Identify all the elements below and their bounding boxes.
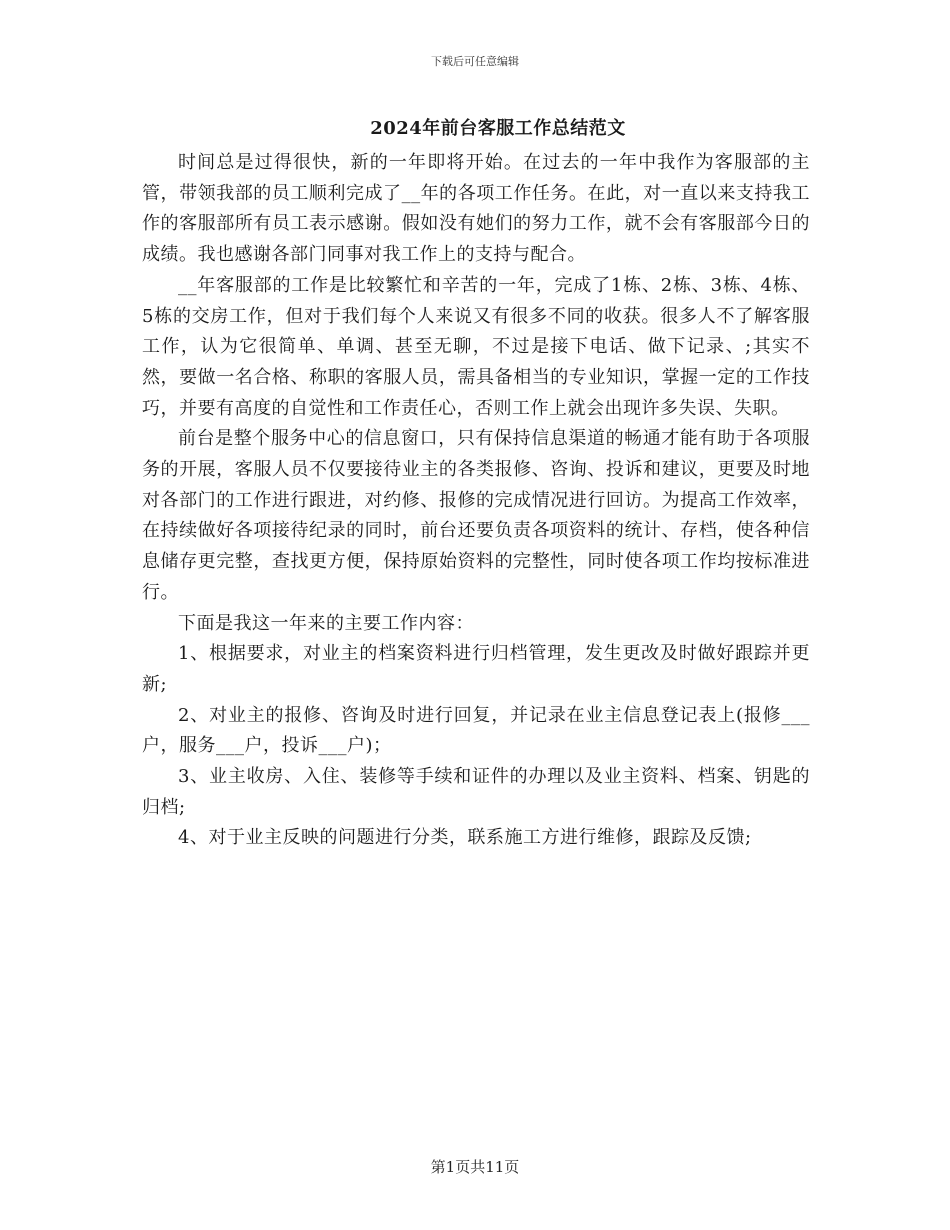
- paragraph-yearly-work: __年客服部的工作是比较繁忙和辛苦的一年，完成了1栋、2栋、3栋、4栋、5栋的交房工作，但对于我们每个人来说又有很多不同的收获。很多人不了解客服工作，认为它很简单、单调、甚至无聊，不过是接下电话、做下记录、;其实不然，要做一名合格、称职的客服人员，需具备相当的专业知识，掌握一定的工作技巧，并要有高度的自觉性和工作责任心，否则工作上就会出现许多失误、失职。: [142, 274, 810, 419]
- list-item-3: 3、业主收房、入住、装修等手续和证件的办理以及业主资料、档案、钥匙的归档;: [142, 766, 810, 818]
- header-note: 下载后可任意编辑: [431, 55, 519, 68]
- document-body: [142, 148, 810, 854]
- page-number: 第1页共11页: [430, 1158, 520, 1176]
- list-item-1: 1、根据要求，对业主的档案资料进行归档管理，发生更改及时做好跟踪并更新;: [142, 643, 810, 695]
- paragraph-intro: 时间总是过得很快，新的一年即将开始。在过去的一年中我作为客服部的主管，带领我部的员工顺利完成了__年的各项工作任务。在此，对一直以来支持我工作的客服部所有员工表示感谢。假如没有她们的努力工作，就不会有客服部今日的成绩。我也感谢各部门同事对我工作上的支持与配合。: [142, 152, 810, 266]
- paragraph-front-desk: 前台是整个服务中心的信息窗口，只有保持信息渠道的畅通才能有助于各项服务的开展，客服人员不仅要接待业主的各类报修、咨询、投诉和建议，更要及时地对各部门的工作进行跟进，对约修、报修的完成情况进行回访。为提高工作效率，在持续做好各项接待纪录的同时，前台还要负责各项资料的统计、存档，使各种信息储存更完整，查找更方便，保持原始资料的完整性，同时使各项工作均按标准进行。: [142, 428, 810, 603]
- paragraph-work-list-intro: 下面是我这一年来的主要工作内容：: [178, 612, 474, 634]
- document-title: 2024年前台客服工作总结范文: [370, 118, 626, 139]
- list-item-2: 2、对业主的报修、咨询及时进行回复，并记录在业主信息登记表上(报修___户，服务___户，投诉___户)；: [142, 704, 810, 757]
- list-item-4: 4、对于业主反映的问题进行分类，联系施工方进行维修，跟踪及反馈;: [178, 827, 752, 849]
